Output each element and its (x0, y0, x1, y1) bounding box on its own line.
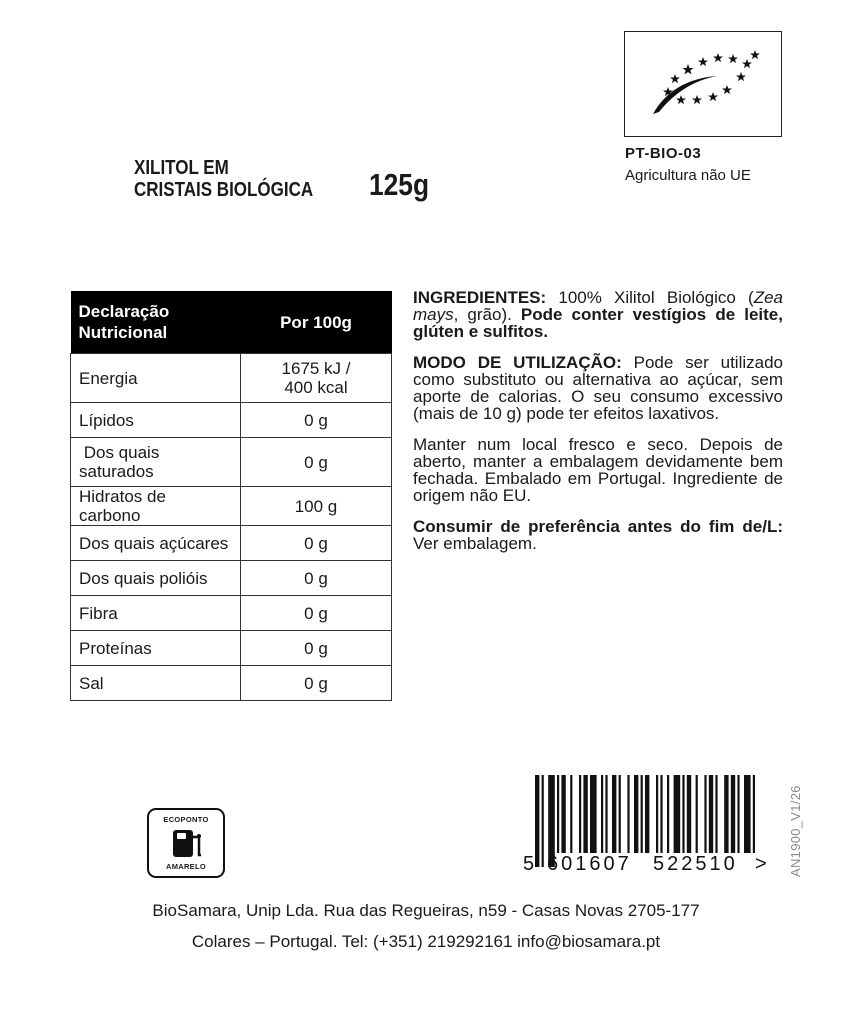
barcode-bar (667, 775, 669, 853)
barcode-bar (579, 775, 581, 853)
barcode-bar (696, 775, 698, 853)
ecoponto-badge (147, 808, 225, 878)
nutrition-label: Dos quais açúcares (71, 526, 241, 561)
storage-paragraph: Manter num local fresco e seco. Depois de aberto, manter a embalagem devidamente bem fechada. Embalado em Portugal. Ingrediente de origem não EU. (413, 435, 783, 505)
barcode-bar (570, 775, 572, 853)
barcode-bar (645, 775, 649, 853)
nutrition-value: 0 g (241, 666, 392, 701)
eu-leaf-stars-icon (625, 32, 780, 135)
nutrition-row-fibre (71, 596, 392, 631)
nutrition-header-value: Por 100g (241, 291, 392, 354)
barcode-bar (561, 775, 565, 853)
nutrition-value: 0 g (241, 403, 392, 438)
allergen-warning: Pode conter vestígios de leite, glúten e sulfitos. (413, 305, 783, 341)
barcode-bar (674, 775, 681, 853)
barcode-bar (656, 775, 658, 853)
best-before-paragraph (413, 518, 783, 552)
barcode-bar (634, 775, 638, 853)
barcode-bar (709, 775, 713, 853)
barcode-bar (557, 775, 559, 853)
usage-heading: MODO DE UTILIZAÇÃO: (413, 353, 622, 372)
nutrition-row-saturated (71, 438, 392, 487)
nutrition-header-label-line1: Declaração (78, 302, 170, 321)
nutrition-row-polyols (71, 561, 392, 596)
product-info (413, 289, 783, 566)
nutrition-value: 100 g (241, 487, 392, 526)
nutrition-value (241, 354, 392, 403)
barcode-bar (744, 775, 751, 853)
ingredients-text-2: , grão). (453, 305, 521, 324)
nutrition-row-salt (71, 666, 392, 701)
nutrition-label: Hidratos de carbono (71, 487, 241, 526)
nutrition-row-sugars (71, 526, 392, 561)
nutrition-label: Proteínas (71, 631, 241, 666)
nutrition-label: Energia (71, 354, 241, 403)
barcode-bar (724, 775, 728, 853)
nutrition-table (70, 291, 392, 701)
usage-paragraph (413, 354, 783, 422)
ecoponto-top-label: ECOPONTO (163, 815, 209, 824)
nutrition-value: 0 g (241, 631, 392, 666)
barcode-bar (605, 775, 607, 853)
nutrition-label: Fibra (71, 596, 241, 631)
barcode-bar (682, 775, 684, 853)
nutrition-header-label-line2: Nutricional (78, 323, 168, 342)
saturated-label-line1: Dos quais (79, 443, 160, 462)
barcode-bar (660, 775, 662, 853)
product-title-line2: CRISTAIS BIOLÓGICA (134, 179, 314, 201)
ingredients-heading: INGREDIENTES: (413, 288, 547, 307)
company-contact: Colares – Portugal. Tel: (+351) 219292161 info@biosamara.pt (191, 932, 661, 951)
nutrition-header-label (71, 291, 241, 354)
nutrition-label: Dos quais polióis (71, 561, 241, 596)
barcode-bar (542, 775, 544, 867)
energy-kj: 1675 kJ / (281, 359, 351, 378)
barcode-bar (731, 775, 735, 853)
nutrition-label (71, 438, 241, 487)
barcode-bar (612, 775, 616, 853)
product-title-line1: XILITOL EM (134, 157, 229, 179)
barcode-bar (687, 775, 691, 853)
ean-barcode (521, 773, 771, 875)
barcode-digits-right: 522510 (653, 853, 738, 875)
barcode-bar (619, 775, 621, 853)
barcode-bar (590, 775, 597, 853)
barcode-bar (627, 775, 629, 853)
barcode-digits-left: 601607 (547, 853, 632, 875)
ecoponto-bottom-label: AMARELO (165, 862, 206, 871)
saturated-label-line2: saturados (79, 462, 154, 481)
nutrition-value: 0 g (241, 561, 392, 596)
nutrition-value: 0 g (241, 438, 392, 487)
barcode-bar (737, 775, 739, 853)
barcode-bar (715, 775, 717, 853)
recycling-bin-icon (170, 827, 204, 859)
barcode-bar (583, 775, 587, 853)
barcode-bar (704, 775, 706, 853)
nutrition-row-carbs (71, 487, 392, 526)
nutrition-header-row (71, 291, 392, 354)
nutrition-value: 0 g (241, 596, 392, 631)
best-before-heading: Consumir de preferência antes do fim de/L: (413, 517, 783, 536)
nutrition-label: Lípidos (71, 403, 241, 438)
nutrition-label: Sal (71, 666, 241, 701)
nutrition-value: 0 g (241, 526, 392, 561)
energy-kcal: 400 kcal (284, 378, 348, 397)
barcode-bar (601, 775, 603, 853)
bio-certification-code: PT-BIO-03 (625, 145, 702, 162)
ingredients-paragraph (413, 289, 783, 340)
ingredients-species: Zea mays (413, 288, 783, 324)
best-before-text: Ver embalagem. (413, 534, 537, 553)
barcode-bar (641, 775, 643, 853)
agriculture-origin: Agricultura não UE (625, 167, 751, 184)
barcode-quiet-zone-arrow: > (755, 853, 767, 875)
usage-text: Pode ser utilizado como substituto ou alternativa ao açúcar, sem aporte de calorias. O seu consumo excessivo (mais de 10 g) pode ter efeitos laxativos. (413, 353, 783, 423)
barcode-digit-first: 5 (523, 853, 535, 875)
nutrition-row-energy (71, 354, 392, 403)
nutrition-row-fat (71, 403, 392, 438)
barcode-bar (535, 775, 539, 867)
nutrition-row-protein (71, 631, 392, 666)
eu-organic-logo (624, 31, 782, 137)
product-weight (369, 167, 440, 203)
company-address: BioSamara, Unip Lda. Rua das Regueiras, n59 - Casas Novas 2705-177 (152, 901, 700, 920)
product-weight-value: 125g (369, 167, 430, 202)
barcode-bar (753, 775, 755, 853)
product-title (134, 157, 345, 201)
artwork-reference: AN1900_V1/26 (788, 785, 803, 877)
ingredients-text: 100% Xilitol Biológico ( (546, 288, 754, 307)
